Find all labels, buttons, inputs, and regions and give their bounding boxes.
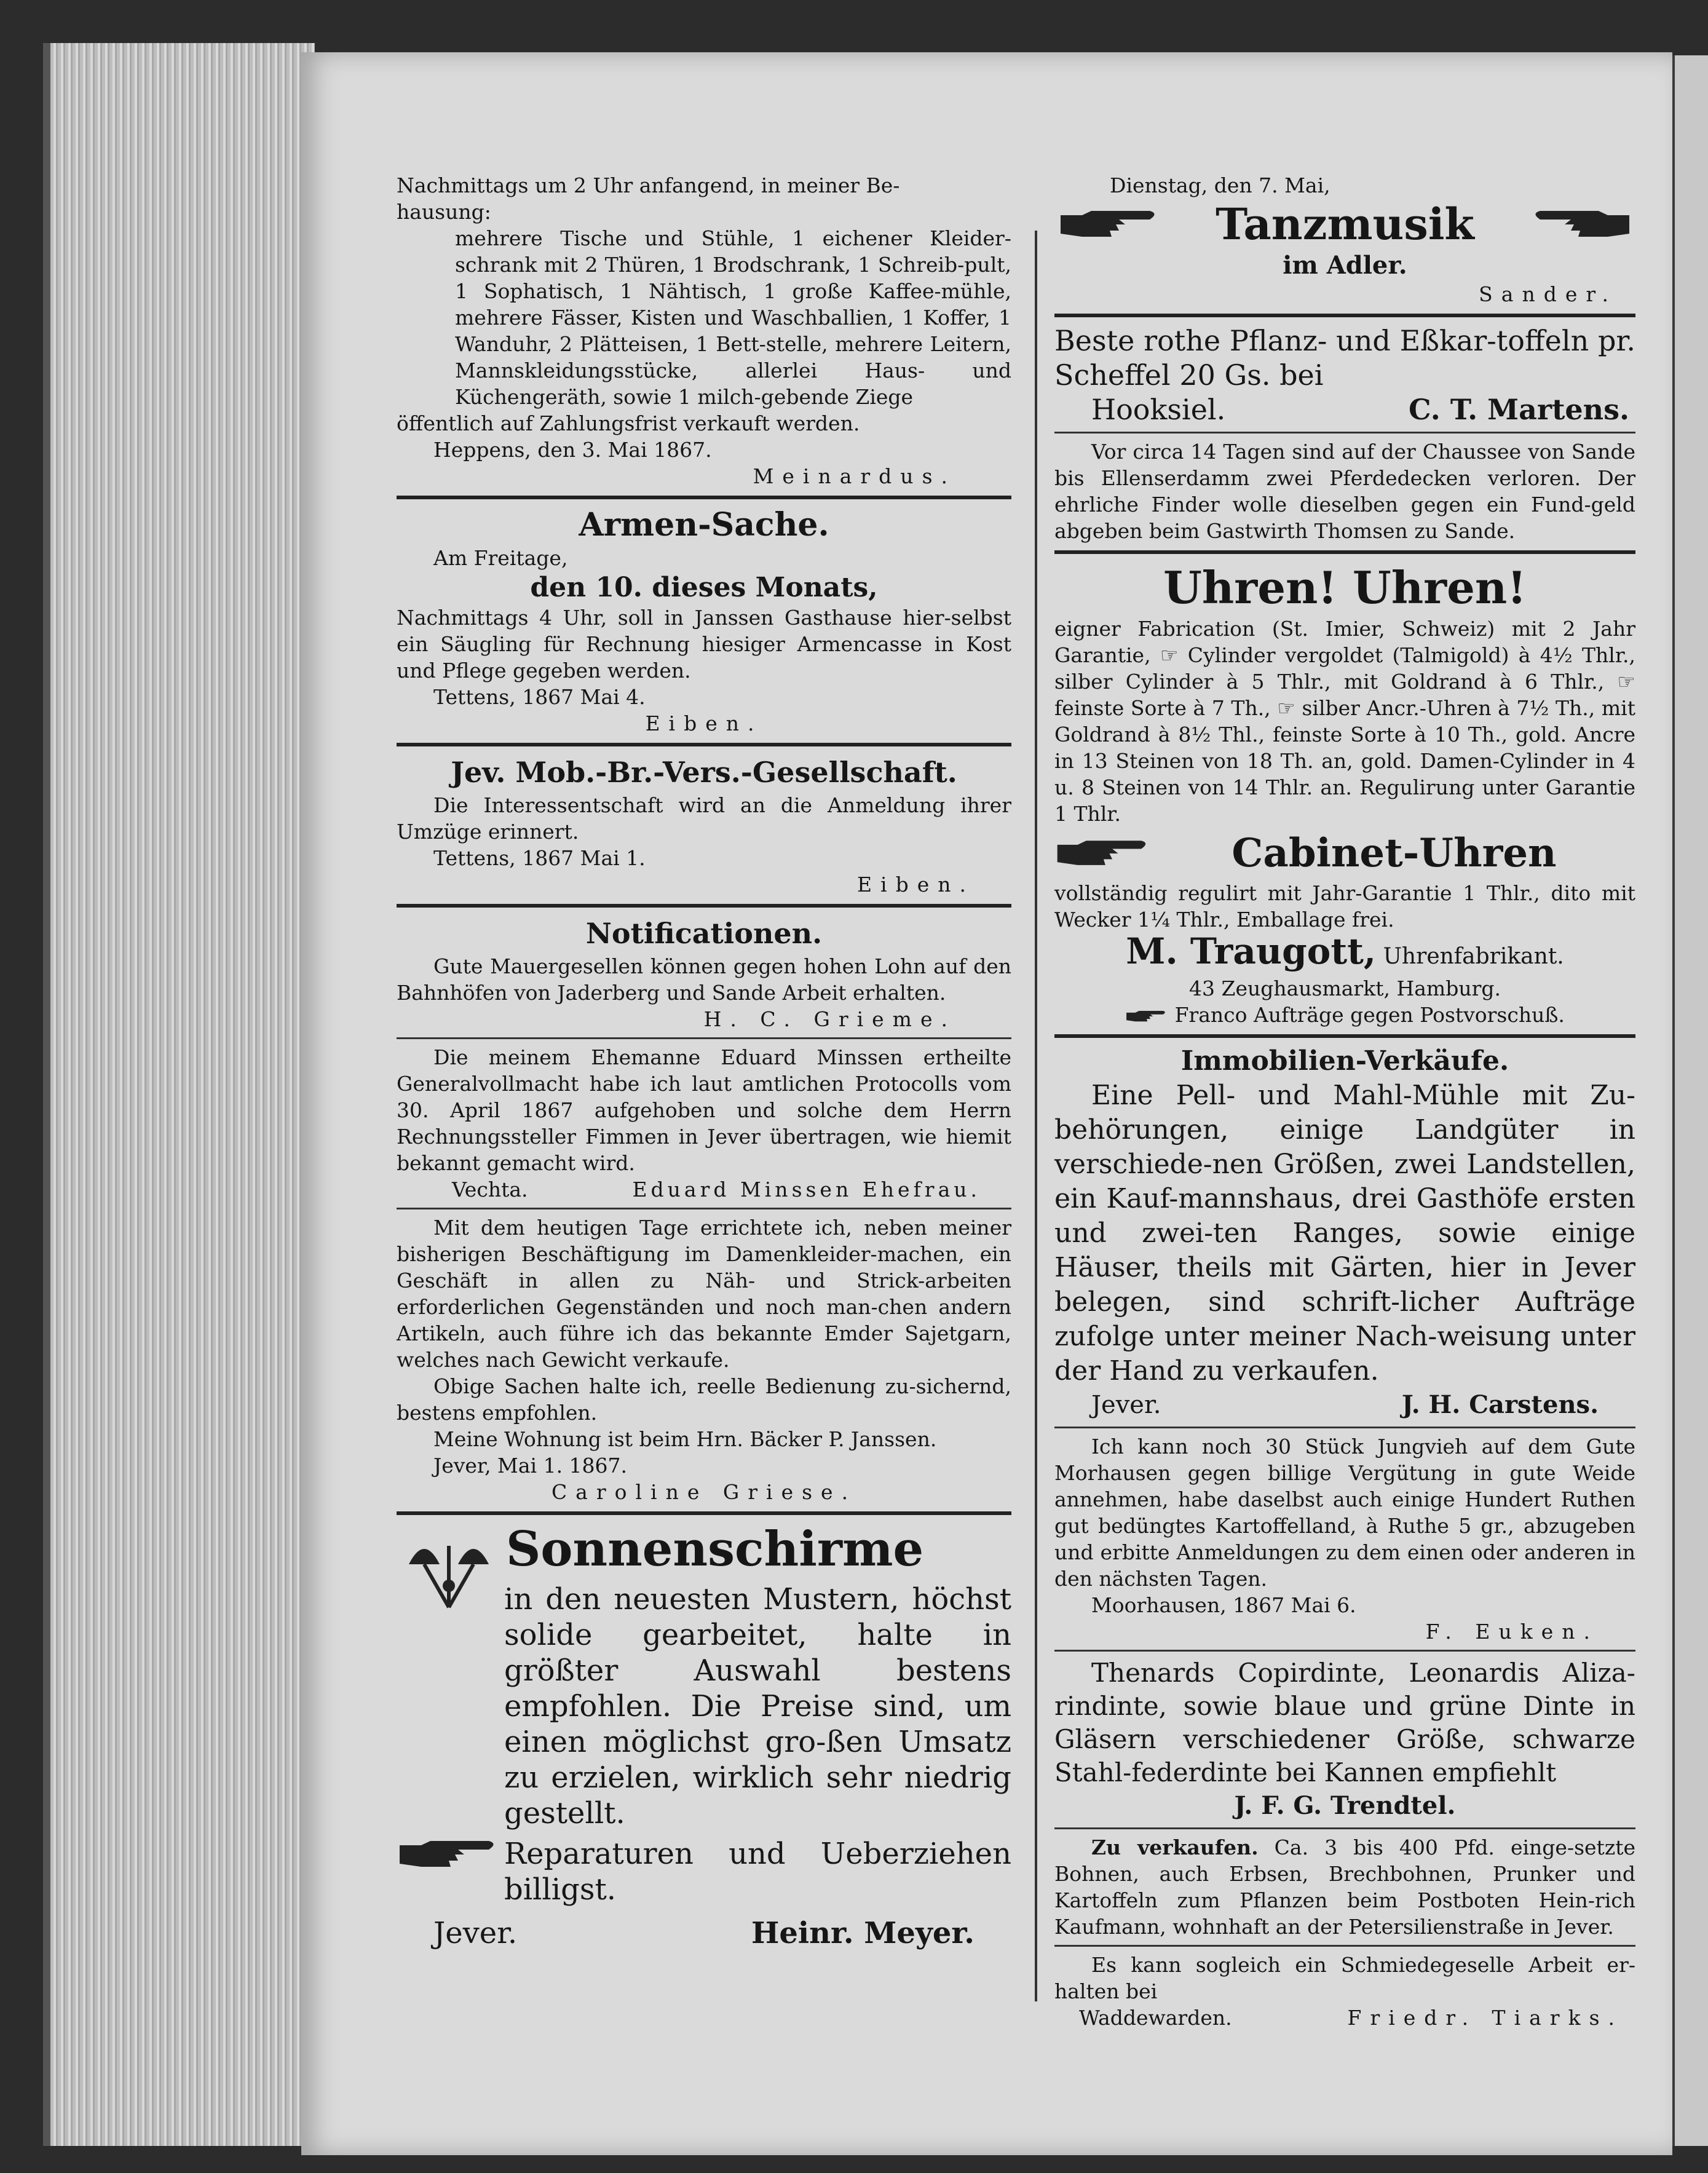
auction-close: öffentlich auf Zahlungsfrist verkauft werden.: [397, 411, 860, 435]
jungvieh-notice: [1054, 1433, 1635, 1645]
cabinet-row: [1054, 829, 1635, 877]
section-rule: [1054, 1827, 1635, 1829]
jungvieh-signature: F. Euken.: [1425, 1620, 1599, 1644]
newspaper-page: [301, 52, 1672, 2155]
minssen-text: Die meinem Ehemanne Eduard Minssen ertheilte Generalvollmacht habe ich laut amtlichen Protocolls vom 30. April 1867 aufgehoben und solche dem Herrn Rechnungssteller Fimmen in Jever übertragen, wie hiemit bekannt gemacht wird.: [397, 1045, 1011, 1175]
cabinet-text: vollständig regulirt mit Jahr-Garantie 1 Thlr., dito mit Wecker 1¼ Thlr., Emballage frei.: [1054, 881, 1635, 932]
armen-line1: Am Freitage,: [433, 546, 568, 570]
minssen-notice: [397, 1044, 1011, 1203]
tanz-heading: Tanzmusik: [1216, 199, 1474, 250]
section-rule: [1054, 550, 1635, 554]
armen-signature: Eiben.: [645, 711, 763, 735]
sonnenschirme-heading: Sonnenschirme: [506, 1521, 924, 1577]
griese-text1: Mit dem heutigen Tage errichtete ich, neben meiner bisherigen Beschäftigung im Damenkleider-machen, ein Geschäft in allen zu Näh- und Strick-arbeiten erforderlichen Gegenständen und noch man-chen andern Artikeln, auch führe ich das bekannte Emder Sajetgarn, welches nach Gewicht verkaufe.: [397, 1216, 1011, 1372]
immobilien-footer: [1054, 1388, 1635, 1422]
gesellschaft-heading: Jev. Mob.-Br.-Vers.-Gesellschaft.: [451, 756, 957, 789]
section-rule: [1054, 1427, 1635, 1428]
section-rule: [397, 1037, 1011, 1039]
gesellschaft-notice: [397, 753, 1011, 898]
section-rule: [397, 904, 1011, 908]
schmied-footer: [1054, 2005, 1635, 2031]
section-rule: [1054, 432, 1635, 433]
pointing-hand-icon: [397, 1836, 504, 1873]
pointing-hand-left-icon: [1525, 206, 1635, 243]
minssen-place: Vechta.: [452, 1178, 528, 1201]
armen-heading: Armen-Sache.: [579, 506, 829, 544]
sonnenschirme-signature: Heinr. Meyer.: [751, 1916, 975, 1950]
column-divider: [1035, 231, 1037, 2001]
notifications-heading: Notificationen.: [585, 917, 823, 950]
kartoffeln-ad: [1054, 323, 1635, 427]
section-rule: [397, 1511, 1011, 1515]
maker-address: 43 Zeughausmarkt, Hamburg.: [1189, 976, 1501, 1000]
dinte-text: Thenards Copirdinte, Leonardis Aliza-rindinte, sowie blaue und grüne Dinte in Gläsern verschiedener Größe, schwarze Stahl-federdinte bei Kannen empfiehlt: [1054, 1658, 1635, 1787]
pferdedecken-text: Vor circa 14 Tagen sind auf der Chaussee von Sande bis Ellenserdamm zwei Pferdedecken verloren. Der ehrliche Finder wolle dieselben gegen ein Fund-geld abgeben beim Gastwirth Thomsen zu Sande.: [1054, 440, 1635, 543]
section-rule: [397, 496, 1011, 499]
kartoffeln-text: Beste rothe Pflanz- und Eßkar-toffeln pr. Scheffel 20 Gs. bei: [1054, 324, 1635, 392]
gesellschaft-place-date: Tettens, 1867 Mai 1.: [433, 846, 646, 870]
section-rule: [397, 1208, 1011, 1209]
maker-line: [1054, 930, 1635, 975]
uhren-heading: Uhren! Uhren!: [1163, 561, 1527, 614]
armen-notice: [397, 505, 1011, 737]
auction-signature: Meinardus.: [753, 464, 956, 488]
pointing-hand-icon: [1125, 1008, 1168, 1024]
franco-text: Franco Aufträge gegen Postvorschuß.: [1174, 1003, 1565, 1027]
right-column: [1054, 172, 1635, 2031]
book-page-edges: [43, 43, 315, 2146]
griese-place-date: Jever, Mai 1. 1867.: [433, 1454, 628, 1478]
notifications-text: Gute Mauergesellen können gegen hohen Lohn auf den Bahnhöfen von Jaderberg und Sande Arbeit erhalten.: [397, 954, 1011, 1005]
verkaufen-notice: [1054, 1834, 1635, 1940]
minssen-footer: [397, 1176, 1011, 1203]
griese-text3: Meine Wohnung ist beim Hrn. Bäcker P. Janssen.: [433, 1427, 937, 1451]
dinte-signature: J. F. G. Trendtel.: [1234, 1791, 1456, 1820]
uhren-ad: [1054, 560, 1635, 1028]
adjacent-page-edge: [1672, 55, 1708, 2146]
kartoffeln-place: Hooksiel.: [1091, 393, 1226, 426]
schmied-place: Waddewarden.: [1079, 2006, 1232, 2030]
tanz-sub: im Adler.: [1283, 251, 1407, 280]
dinte-ad: [1054, 1656, 1635, 1823]
umbrella-icon: [397, 1521, 501, 1613]
sonnenschirme-footer: [397, 1914, 1011, 1953]
immobilien-heading: Immobilien-Verkäufe.: [1180, 1045, 1509, 1077]
griese-notice: [397, 1214, 1011, 1505]
sonnenschirme-text: in den neuesten Mustern, höchst solide gearbeitet, halte in größter Auswahl bestens empfohlen. Die Preise sind, um einen möglichst gro-ßen Umsatz zu erzielen, wirklich sehr niedrig gestellt.: [504, 1582, 1011, 1831]
maker-title: Uhrenfabrikant.: [1383, 944, 1564, 969]
sonnenschirme-repair: Reparaturen und Ueberziehen billigst.: [504, 1837, 1011, 1907]
sonnenschirme-ad: [397, 1521, 1011, 1953]
uhren-text: eigner Fabrication (St. Imier, Schweiz) mit 2 Jahr Garantie, ☞ Cylinder vergoldet (Talmigold) à 4½ Thlr., silber Cylinder à 5 Thlr., mit Goldrand à 6 Thlr., ☞ feinste Sorte à 7 Th., ☞ silber Ancr.-Uhren à 7½ Th., mit Goldrand à 8½ Thl., feinste Sorte à 10 Th., gold. Ancre in 13 Steinen von 18 Th. an, gold. Damen-Cylinder in 4 u. 8 Steinen von 14 Thlr. an. Regulirung unter Garantie 1 Thlr.: [1054, 617, 1635, 826]
notifications-signature: H. C. Grieme.: [703, 1007, 956, 1031]
immobilien-ad: [1054, 1044, 1635, 1422]
auction-items: mehrere Tische und Stühle, 1 eichener Kleider-schrank mit 2 Thüren, 1 Brodschrank, 1 Schreib-pult, 1 Sophatisch, 1 Nähtisch, 1 große Kaffee-mühle, mehrere Fässer, Kisten und Waschballien, 1 Koffer, 1 Wanduhr, 2 Plätteisen, 1 Bett-stelle, mehrere Leitern, Mannskleidungsstücke, allerlei Haus- und Küchengeräth, sowie 1 milch-gebende Ziege: [455, 226, 1011, 409]
pointing-hand-icon: [1054, 836, 1153, 871]
section-rule: [397, 743, 1011, 746]
schmied-signature: Friedr. Tiarks.: [1347, 2006, 1623, 2030]
cabinet-heading: Cabinet-Uhren: [1232, 830, 1557, 876]
gesellschaft-text: Die Interessentschaft wird an die Anmeldung ihrer Umzüge erinnert.: [397, 793, 1011, 844]
sonnenschirme-place: Jever.: [433, 1916, 518, 1950]
tanz-ad: [1054, 172, 1635, 307]
jungvieh-place-date: Moorhausen, 1867 Mai 6.: [1091, 1593, 1356, 1617]
armen-text: Nachmittags 4 Uhr, soll in Janssen Gasthause hier-selbst ein Säugling für Rechnung hiesiger Armencasse in Kost und Pflege gegeben werden.: [397, 606, 1011, 683]
auction-notice: [397, 172, 1011, 489]
immobilien-place: Jever.: [1091, 1391, 1161, 1419]
immobilien-signature: J. H. Carstens.: [1401, 1390, 1599, 1419]
maker-name: M. Traugott,: [1126, 930, 1377, 972]
minssen-signature: Eduard Minssen Ehefrau.: [632, 1178, 981, 1201]
franco-line: [1054, 1002, 1635, 1028]
verkaufen-paragraph: [1054, 1834, 1635, 1940]
section-rule: [1054, 1034, 1635, 1038]
auction-line2: hausung:: [397, 200, 491, 224]
immobilien-text: Eine Pell- und Mahl-Mühle mit Zu-behörungen, einige Landgüter in verschiede-nen Größen, zwei Landstellen, ein Kauf-mannshaus, drei Gasthöfe ersten und zwei-ten Ranges, sowie einige Häuser, theils mit Gärten, hier in Jever belegen, sind schrift-licher Aufträge zufolge unter meiner Nach-weisung unter der Hand zu verkaufen.: [1054, 1080, 1635, 1387]
tanz-date: Dienstag, den 7. Mai,: [1110, 173, 1330, 197]
section-rule: [1054, 1945, 1635, 1947]
verkaufen-text: Ca. 3 bis 400 Pfd. einge-setzte Bohnen, auch Erbsen, Brechbohnen, Prunker und Kartoffeln zum Pflanzen beim Postboten Hein-rich Kaufmann, wohnhaft an der Petersilienstraße in Jever.: [1054, 1835, 1635, 1939]
gesellschaft-signature: Eiben.: [856, 873, 975, 897]
section-rule: [1054, 314, 1635, 317]
griese-signature: Caroline Griese.: [551, 1480, 857, 1504]
schmied-notice: [1054, 1952, 1635, 2031]
left-column: [397, 172, 1011, 1953]
pferdedecken-notice: [1054, 438, 1635, 544]
verkaufen-lead: Zu verkaufen.: [1091, 1835, 1259, 1859]
griese-text2: Obige Sachen halte ich, reelle Bedienung zu-sichernd, bestens empfohlen.: [397, 1374, 1011, 1425]
armen-place-date: Tettens, 1867 Mai 4.: [433, 685, 646, 709]
pointing-hand-right-icon: [1054, 206, 1165, 243]
auction-line1: Nachmittags um 2 Uhr anfangend, in meiner Be-: [397, 173, 900, 197]
section-rule: [1054, 1650, 1635, 1652]
auction-place-date: Heppens, den 3. Mai 1867.: [433, 438, 712, 462]
kartoffeln-signature: C. T. Martens.: [1409, 393, 1629, 426]
notifications-notice: [397, 914, 1011, 1032]
schmied-text: Es kann sogleich ein Schmiedegeselle Arbeit er-halten bei: [1054, 1953, 1635, 2003]
jungvieh-text: Ich kann noch 30 Stück Jungvieh auf dem Gute Morhausen gegen billige Vergütung in gute Weide annehmen, habe daselbst auch einige Hundert Ruthen gut bedüngtes Kartoffelland, à Ruthe 5 gr., abzugeben und erbitte Anmeldungen zu dem einen oder anderen in den nächsten Tagen.: [1054, 1435, 1635, 1591]
armen-line2: den 10. dieses Monats,: [530, 572, 878, 603]
tanz-signature: Sander.: [1479, 282, 1617, 306]
kartoffeln-footer: [1054, 392, 1635, 427]
